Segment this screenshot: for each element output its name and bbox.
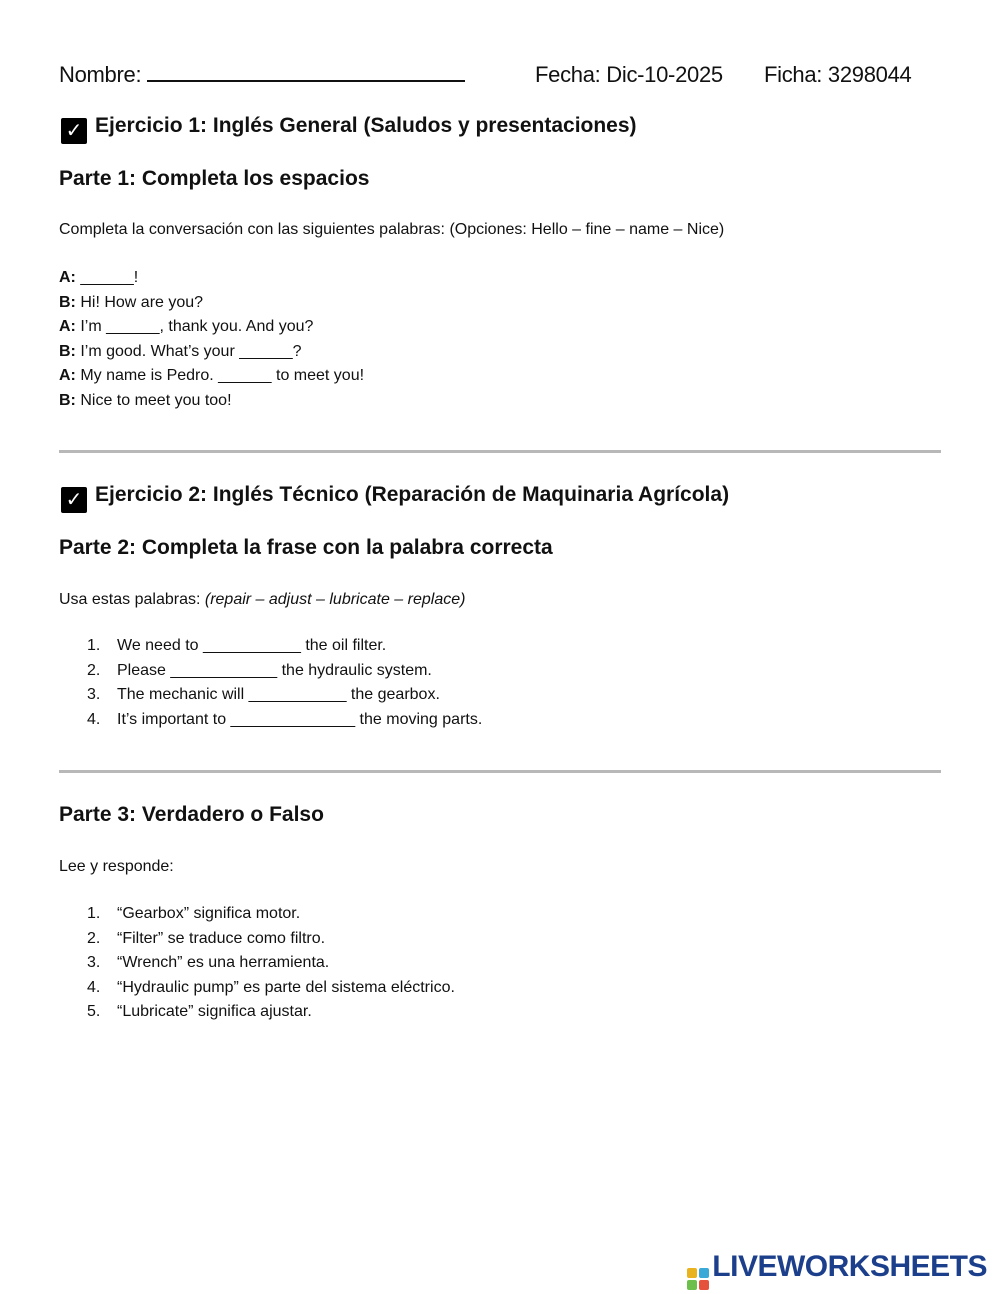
word-options: (repair – adjust – lubricate – replace) — [204, 591, 466, 608]
divider — [59, 770, 941, 773]
list-item: 4. “Hydraulic pump” es parte del sistema eléctrico. — [87, 978, 455, 996]
list-item: 3. “Wrench” es una herramienta. — [87, 954, 330, 972]
liveworksheets-logo[interactable] — [687, 1250, 987, 1290]
list-item: 1. We need to ___________ the oil filter. — [87, 637, 387, 654]
dialogue-line: B: Hi! How are you? — [59, 293, 204, 311]
part-2-instruction: Usa estas palabras: (repair – adjust – lubricate – replace) — [59, 591, 466, 608]
part-1-instruction: Completa la conversación con las siguientes palabras: (Opciones: Hello – fine – name – Nice) — [59, 221, 725, 238]
exercise-2-title: Ejercicio 2: Inglés Técnico (Reparación de Maquinaria Agrícola) — [95, 483, 730, 506]
logo-mark-icon — [687, 1268, 709, 1290]
exercise-2-heading — [61, 483, 729, 513]
part-2-list — [59, 634, 482, 732]
list-item: 3. The mechanic will ___________ the gearbox. — [87, 686, 440, 704]
dialogue-line: A: I’m ______, thank you. And you? — [59, 318, 314, 336]
part-3-list — [59, 902, 455, 1025]
name-field — [59, 62, 465, 88]
list-item: 4. It’s important to ______________ the moving parts. — [87, 710, 483, 728]
dialogue-line: A: My name is Pedro. ______ to meet you! — [59, 367, 365, 385]
name-label: Nombre: — [59, 62, 142, 87]
part-3-title: Parte 3: Verdadero o Falso — [59, 803, 324, 826]
checkmark-icon: ✓ — [61, 487, 87, 513]
dialogue — [59, 266, 364, 414]
part-1-title: Parte 1: Completa los espacios — [59, 167, 370, 190]
exercise-1-heading — [61, 114, 637, 144]
logo-text: LIVEWORKSHEETS — [712, 1250, 987, 1283]
ficha-label: Ficha: 3298044 — [764, 62, 912, 87]
divider — [59, 450, 941, 453]
dialogue-line: A: ______! — [59, 269, 139, 286]
part-3-instruction: Lee y responde: — [59, 858, 174, 875]
part-2-title: Parte 2: Completa la frase con la palabra correcta — [59, 536, 553, 559]
date-label: Fecha: Dic-10-2025 — [535, 62, 723, 87]
exercise-1-title: Ejercicio 1: Inglés General (Saludos y presentaciones) — [95, 114, 637, 137]
dialogue-line: B: Nice to meet you too! — [59, 391, 232, 409]
name-blank-line[interactable] — [147, 62, 465, 82]
dialogue-line: B: I’m good. What’s your ______? — [59, 342, 302, 360]
list-item: 2. Please ____________ the hydraulic system. — [87, 661, 432, 679]
list-item: 2. “Filter” se traduce como filtro. — [87, 929, 326, 947]
checkmark-icon: ✓ — [61, 118, 87, 144]
list-item: 1. “Gearbox” significa motor. — [87, 905, 301, 922]
list-item: 5. “Lubricate” significa ajustar. — [87, 1003, 312, 1021]
